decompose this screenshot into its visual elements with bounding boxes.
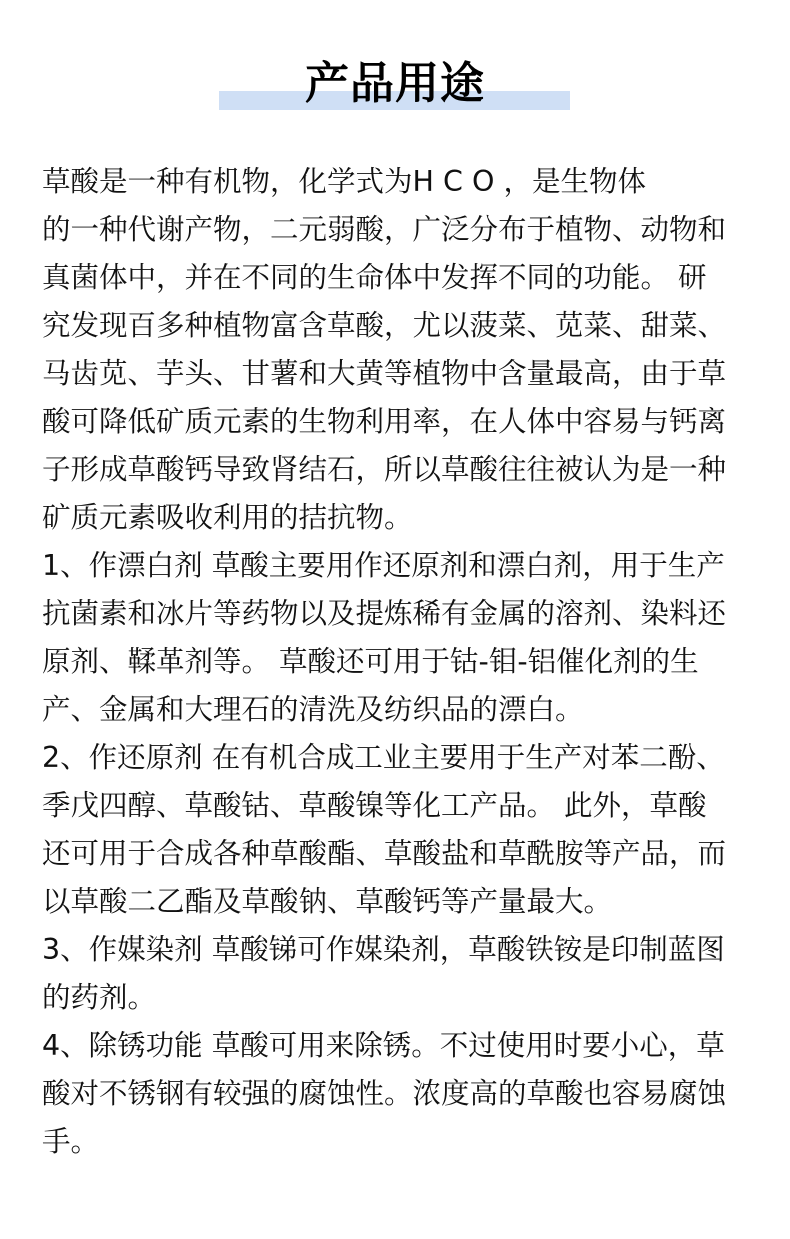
text-line: 季戊四醇、草酸钴、草酸镍等化工产品。 此外，草酸 bbox=[42, 789, 707, 822]
text-line: 酸可降低矿质元素的生物利用率，在人体中容易与钙离 bbox=[42, 405, 727, 438]
text-line: 矿质元素吸收利用的拮抗物。 bbox=[42, 501, 413, 534]
text-line: 子形成草酸钙导致肾结石，所以草酸往往被认为是一种 bbox=[42, 453, 727, 486]
use-item-reducing-agent bbox=[42, 734, 764, 926]
text-line: 马齿苋、芋头、甘薯和大黄等植物中含量最高，由于草 bbox=[42, 357, 727, 390]
use-item-bleaching bbox=[42, 542, 764, 734]
text-line: 草酸是一种有机物，化学式为H C O ，是生物体 bbox=[42, 165, 646, 198]
text-line: 抗菌素和冰片等药物以及提炼稀有金属的溶剂、染料还 bbox=[42, 597, 727, 630]
article-body bbox=[42, 158, 764, 1166]
use-item-mordant bbox=[42, 926, 764, 1022]
intro-paragraph bbox=[42, 158, 764, 542]
text-line: 手。 bbox=[42, 1125, 100, 1158]
text-line: 的一种代谢产物，二元弱酸，广泛分布于植物、动物和 bbox=[42, 213, 727, 246]
text-line: 2、作还原剂 在有机合成工业主要用于生产对苯二酚、 bbox=[42, 741, 725, 774]
text-line: 还可用于合成各种草酸酯、草酸盐和草酰胺等产品，而 bbox=[42, 837, 727, 870]
use-item-rust-removal bbox=[42, 1022, 764, 1166]
text-line: 产、金属和大理石的清洗及纺织品的漂白。 bbox=[42, 693, 584, 726]
text-line: 以草酸二乙酯及草酸钠、草酸钙等产量最大。 bbox=[42, 885, 613, 918]
text-line: 真菌体中，并在不同的生命体中发挥不同的功能。 研 bbox=[42, 261, 707, 294]
text-line: 究发现百多种植物富含草酸，尤以菠菜、苋菜、甜菜、 bbox=[42, 309, 727, 342]
page-title: 产品用途 bbox=[305, 58, 485, 109]
text-line: 原剂、鞣革剂等。 草酸还可用于钴-钼-铝催化剂的生 bbox=[42, 645, 699, 678]
text-line: 酸对不锈钢有较强的腐蚀性。浓度高的草酸也容易腐蚀 bbox=[42, 1077, 727, 1110]
text-line: 4、除锈功能 草酸可用来除锈。不过使用时要小心，草 bbox=[42, 1029, 725, 1062]
text-line: 1、作漂白剂 草酸主要用作还原剂和漂白剂，用于生产 bbox=[42, 549, 725, 582]
text-line: 3、作媒染剂 草酸锑可作媒染剂，草酸铁铵是印制蓝图 bbox=[42, 933, 725, 966]
page-title-block bbox=[0, 52, 790, 122]
text-line: 的药剂。 bbox=[42, 981, 157, 1014]
